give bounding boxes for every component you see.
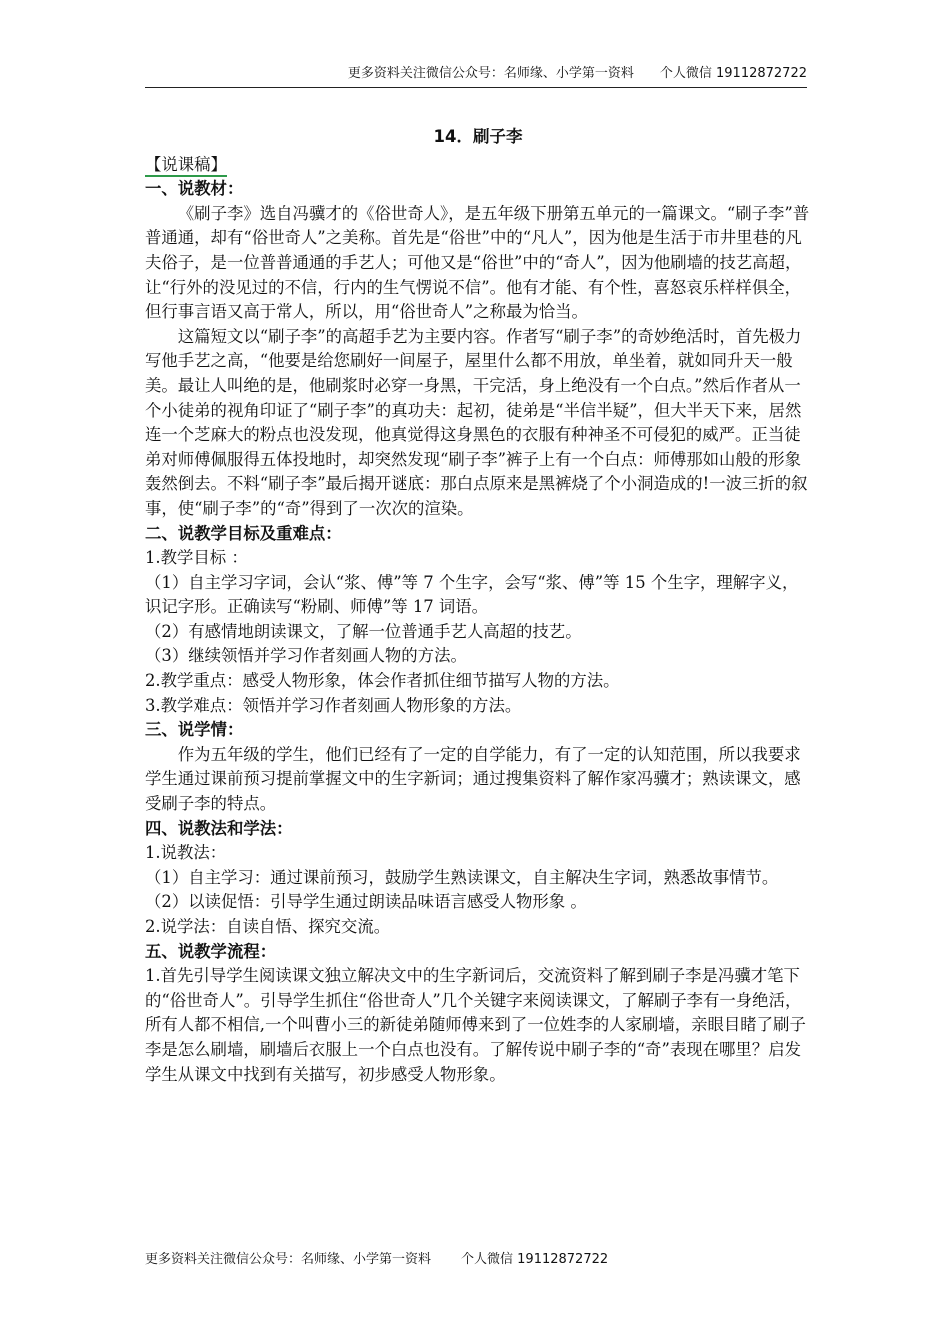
footer-wechat: 个人微信 19112872722 bbox=[461, 1252, 609, 1267]
section-heading-4: 四、说教法和学法： bbox=[145, 818, 293, 838]
method-line: 1.说教法： bbox=[145, 843, 227, 863]
header-notice: 更多资料关注微信公众号：名师缘、小学第一资料 bbox=[347, 66, 634, 81]
section-heading-5: 五、说教学流程： bbox=[145, 941, 277, 961]
method-line: 2.说学法：自读自悟、探究交流。 bbox=[145, 917, 391, 936]
key-point: 2.教学重点：感受人物形象，体会作者抓住细节描写人物的方法。 bbox=[145, 671, 620, 691]
section-heading-3: 三、说学情： bbox=[145, 720, 244, 740]
paragraph: 1.首先引导学生阅读课文独立解决文中的生字新词后，交流资料了解到刷子李是冯骥才笔下的“俗世奇人”。引导学生抓住“俗世奇人”几个关键字来阅读课文，了解刷子李有一身绝活，所有人都不相信,一个叫曹小三的新徒弟随师傅来到了一位姓李的人家刷墙，亲眼目睹了刷子李是怎么刷墙，刷墙后衣服上一个白点也没有。了解传说中刷子李的“奇”表现在哪里？启发学生从课文中找到有关描写，初步感受人物形象。 bbox=[145, 966, 806, 1084]
method-line: （2）以读促悟：引导学生通过朗读品味语言感受人物形象 。 bbox=[145, 892, 587, 912]
goal-item: （1）自主学习字词，会认“浆、傅”等 7 个生字，会写“浆、傅”等 15 个生字，理解字义，识记字形。正确读写“粉刷、师傅”等 17 词语。 bbox=[145, 572, 799, 617]
section-tag: 【说课稿】 bbox=[145, 155, 227, 177]
page-footer bbox=[145, 1248, 608, 1267]
page-header bbox=[145, 64, 807, 84]
goal-item: （2）有感情地朗读课文，了解一位普通手艺人高超的技艺。 bbox=[145, 621, 582, 641]
paragraph: 作为五年级的学生，他们已经有了一定的自学能力，有了一定的认知范围，所以我要求学生通过课前预习提前掌握文中的生字新词；通过搜集资料了解作家冯骥才；熟读课文，感受刷子李的特点。 bbox=[145, 744, 801, 814]
paragraph: 这篇短文以“刷子李”的高超手艺为主要内容。作者写“刷子李”的奇妙绝活时，首先极力写他手艺之高，“他要是给您刷好一间屋子，屋里什么都不用放，单坐着，就如同升天一般美。最让人叫绝的是，他刷浆时必穿一身黑，干完活，身上绝没有一个白点。”然后作者从一个小徒弟的视角印证了“刷子李”的真功夫：起初，徒弟是“半信半疑”，但大半天下来，居然连一个芝麻大的粉点也没发现，他真觉得这身黑色的衣服有种神圣不可侵犯的威严。正当徒弟对师傅佩服得五体投地时，却突然发现“刷子李”裤子上有一个白点：师傅那如山般的形象轰然倒去。不料“刷子李”最后揭开谜底：那白点原来是黑裤烧了个小洞造成的!一波三折的叙事，使“刷子李”的“奇”得到了一次次的渲染。 bbox=[145, 326, 808, 518]
goal-label: 1.教学目标 ： bbox=[145, 548, 248, 568]
difficult-point: 3.教学难点：领悟并学习作者刻画人物形象的方法。 bbox=[145, 695, 522, 715]
section-heading-1: 一、说教材： bbox=[145, 179, 244, 199]
method-line: （1）自主学习：通过课前预习，鼓励学生熟读课文，自主解决生字词，熟悉故事情节。 bbox=[145, 867, 779, 887]
header-wechat: 个人微信 19112872722 bbox=[659, 66, 807, 81]
header-divider bbox=[145, 87, 807, 88]
paragraph: 《刷子李》选自冯骥才的《俗世奇人》，是五年级下册第五单元的一篇课文。“刷子李”普普通通，却有“俗世奇人”之美称。首先是“俗世”中的“凡人”，因为他是生活于市井里巷的凡夫俗子，是一位普普通通的手艺人；可他又是“俗世”中的“奇人”，因为他刷墙的技艺高超，让“行外的没见过的不信，行内的生气愣说不信”。他有才能、有个性，喜怒哀乐样样俱全，但行事言语又高于常人，所以，用“俗世奇人”之称最为恰当。 bbox=[145, 203, 810, 322]
page-title: 14．刷子李 bbox=[433, 127, 523, 146]
section-heading-2: 二、说教学目标及重难点： bbox=[145, 523, 342, 543]
footer-notice: 更多资料关注微信公众号：名师缘、小学第一资料 bbox=[145, 1252, 432, 1267]
goal-item: （3）继续领悟并学习作者刻画人物的方法。 bbox=[145, 646, 467, 666]
document-body bbox=[145, 125, 811, 1087]
